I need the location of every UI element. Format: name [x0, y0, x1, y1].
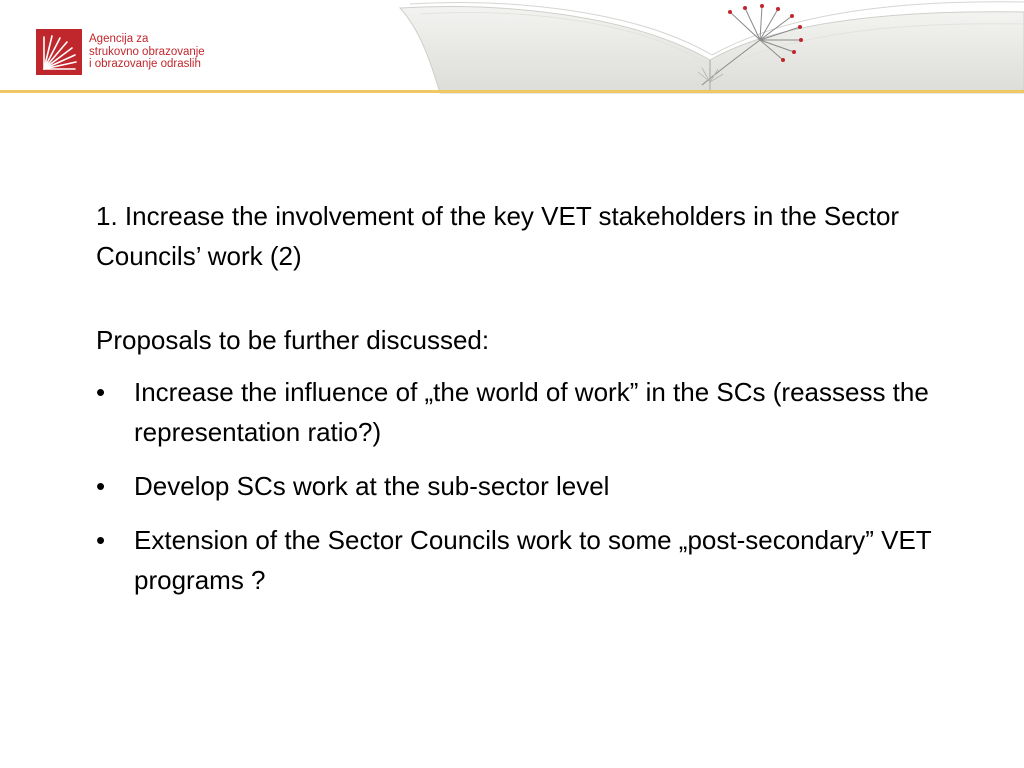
open-book-illustration [380, 0, 1024, 95]
bullet-icon: • [96, 525, 106, 555]
slide-body [96, 196, 996, 600]
proposal-text: Extension of the Sector Councils work to some „post-secondary” VET programs ? [134, 525, 932, 595]
agency-name-line-2: strukovno obrazovanje [89, 45, 205, 58]
agency-logo-icon [36, 29, 82, 75]
agency-name-line-3: i obrazovanje odraslih [89, 58, 201, 70]
slide-header [0, 0, 1024, 95]
proposal-text: Increase the influence of „the world of work” in the SCs (reassess the representation ratio?) [134, 377, 929, 447]
header-divider [0, 90, 1024, 93]
agency-name-line-1: Agencija za [89, 33, 149, 45]
bullet-icon: • [96, 377, 106, 407]
proposal-list [96, 372, 996, 600]
slide-heading: 1. Increase the involvement of the key VET stakeholders in the Sector Councils’ work (2) [96, 201, 900, 271]
list-item [96, 466, 996, 506]
agency-name [89, 33, 205, 71]
list-item [96, 372, 996, 452]
bullet-icon: • [96, 471, 106, 501]
list-item [96, 520, 996, 600]
proposals-intro: Proposals to be further discussed: [96, 325, 490, 355]
proposal-text: Develop SCs work at the sub-sector level [134, 471, 610, 501]
